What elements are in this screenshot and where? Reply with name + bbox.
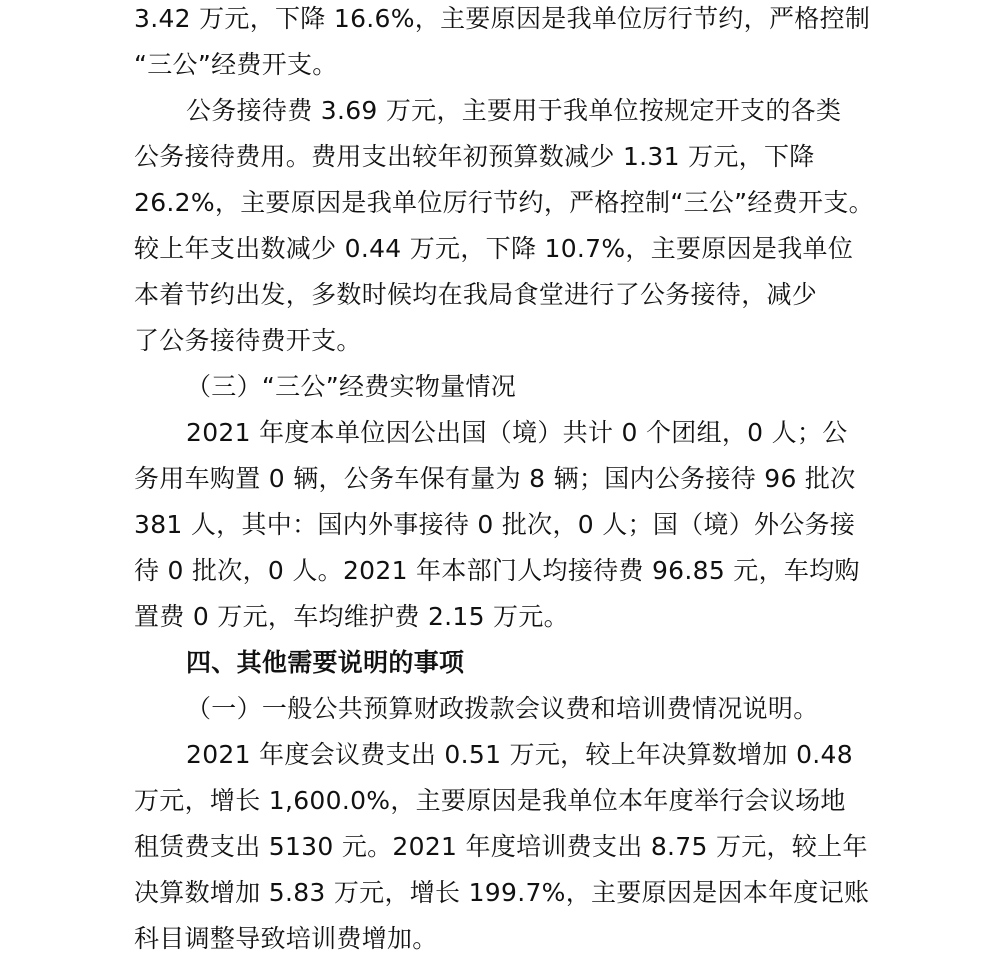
text-line: 租赁费支出 5130 元。2021 年度培训费支出 8.75 万元，较上年 [134,832,868,861]
text-line: 较上年支出数减少 0.44 万元，下降 10.7%，主要原因是我单位 [134,234,854,263]
text-line: 本着节约出发，多数时候均在我局食堂进行了公务接待，减少 [134,280,818,309]
text-line: 26.2%，主要原因是我单位厉行节约，严格控制“三公”经费开支。 [134,188,874,217]
text-line: 381 人，其中：国内外事接待 0 批次，0 人；国（境）外公务接 [134,510,856,539]
text-line: 科目调整导致培训费增加。 [134,924,438,953]
text-line: 2021 年度本单位因公出国（境）共计 0 个团组，0 人；公 [186,418,848,447]
text-line: 公务接待费 3.69 万元，主要用于我单位按规定开支的各类 [186,96,842,125]
text-line: 务用车购置 0 辆，公务车保有量为 8 辆；国内公务接待 96 批次 [134,464,856,493]
text-line: 3.42 万元，下降 16.6%，主要原因是我单位厉行节约，严格控制 [134,4,871,33]
text-line: 2021 年度会议费支出 0.51 万元，较上年决算数增加 0.48 [186,740,853,769]
text-line: 了公务接待费开支。 [134,326,362,355]
text-line: “三公”经费开支。 [134,50,338,79]
section-heading: 四、其他需要说明的事项 [186,648,465,677]
text-line: 万元，增长 1,600.0%，主要原因是我单位本年度举行会议场地 [134,786,846,815]
text-line: 置费 0 万元，车均维护费 2.15 万元。 [134,602,569,631]
text-line: 决算数增加 5.83 万元，增长 199.7%，主要原因是因本年度记账 [134,878,870,907]
section-subheading: （一）一般公共预算财政拨款会议费和培训费情况说明。 [186,694,819,723]
section-subheading: （三）“三公”经费实物量情况 [186,372,517,401]
text-line: 待 0 批次，0 人。2021 年本部门人均接待费 96.85 元，车均购 [134,556,860,585]
text-line: 公务接待费用。费用支出较年初预算数减少 1.31 万元，下降 [134,142,815,171]
